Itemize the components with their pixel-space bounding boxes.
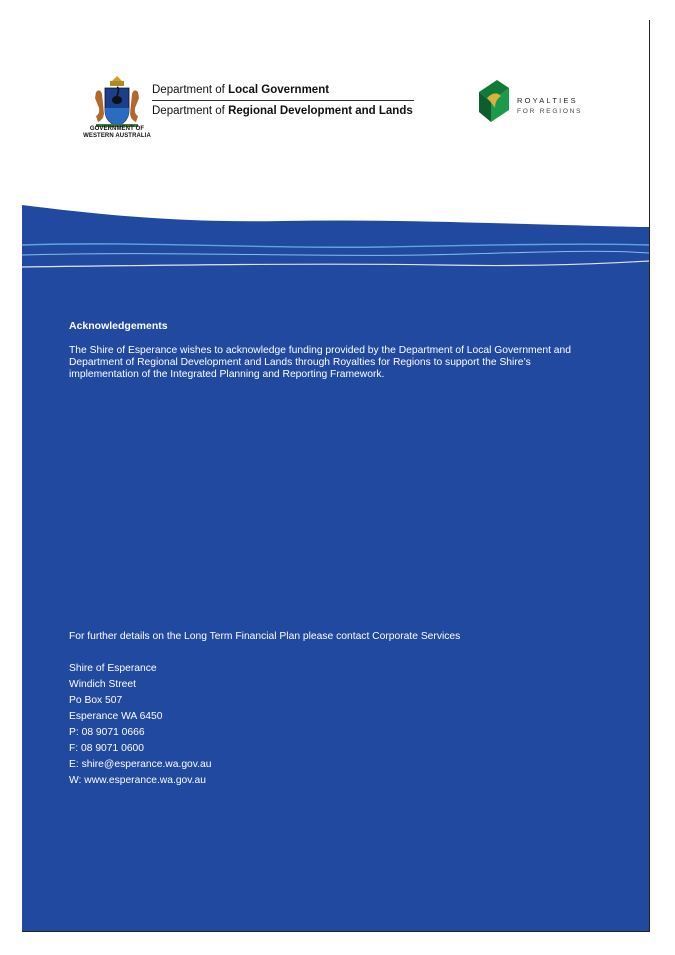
acknowledgements-title: Acknowledgements	[69, 320, 168, 332]
page-border-bottom	[22, 931, 650, 932]
contact-website-link[interactable]: W: www.esperance.wa.gov.au	[69, 775, 206, 786]
acknowledgements-body: The Shire of Esperance wishes to acknowledge funding provided by the Department of Local Government and Department of Regional Development and Lands through Royalties for Regions to support the Shire’s implementation of the Integrated Planning and Reporting Framework.	[69, 345, 571, 380]
contact-street: Windich Street	[69, 679, 136, 690]
contact-suburb: Esperance WA 6450	[69, 711, 163, 722]
contact-organisation: Shire of Esperance	[69, 663, 157, 674]
contact-intro: For further details on the Long Term Financial Plan please contact Corporate Services	[69, 631, 461, 642]
department-names	[152, 83, 417, 118]
contact-fax: F: 08 9071 0600	[69, 743, 144, 754]
dept-divider	[152, 100, 414, 101]
royalties-for-regions-wordmark: ROYALTIES FOR REGIONS	[517, 96, 583, 115]
government-of-wa-label: GOVERNMENT OF WESTERN AUSTRALIA	[83, 126, 151, 139]
contact-po-box: Po Box 507	[69, 695, 123, 706]
contact-block	[69, 631, 460, 789]
blue-wave-panel	[22, 205, 649, 931]
contact-phone: P: 08 9071 0666	[69, 727, 145, 738]
contact-email-link[interactable]: E: shire@esperance.wa.gov.au	[69, 759, 212, 770]
dept-regional-development: Department of Regional Development and Lands	[152, 105, 413, 117]
royalties-for-regions-logo-icon	[477, 78, 511, 124]
page-border-right	[649, 20, 650, 932]
dept-local-government: Department of Local Government	[152, 84, 330, 96]
